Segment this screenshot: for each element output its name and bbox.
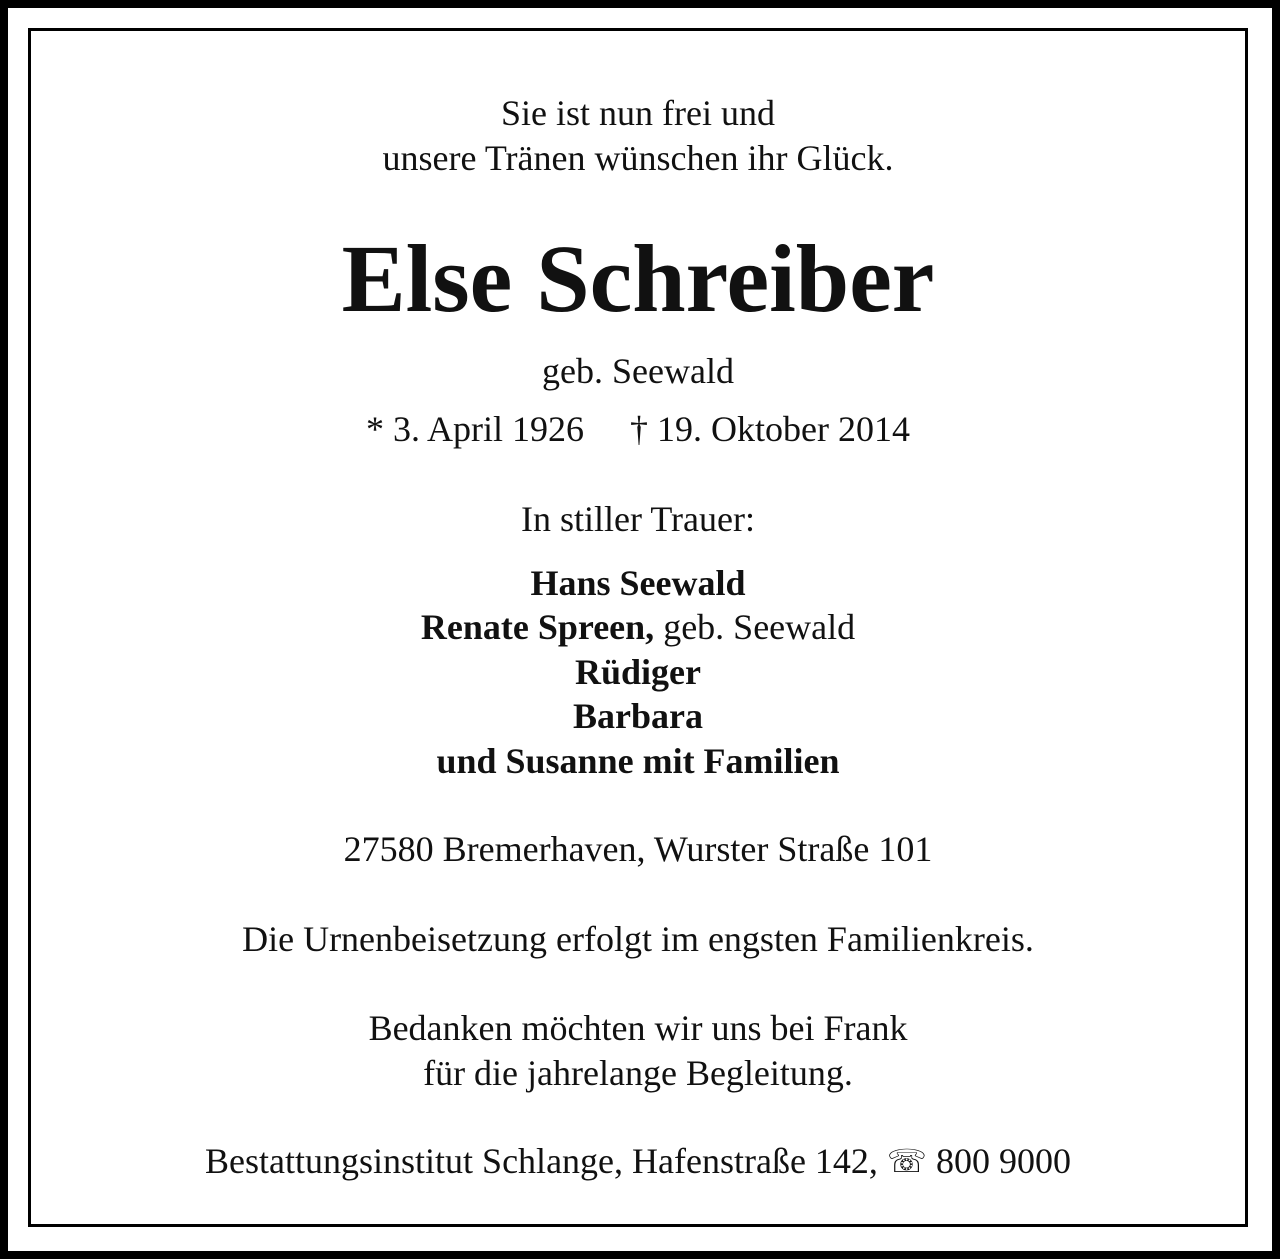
life-dates: [31, 411, 1245, 447]
funeral-home-phone: 800 9000: [935, 1141, 1071, 1181]
address: 27580 Bremerhaven, Wurster Straße 101: [343, 829, 933, 869]
funeral-home: [31, 1143, 1245, 1179]
death-date: † 19. Oktober 2014: [630, 409, 910, 449]
notice-outer-frame: [8, 8, 1272, 1251]
birth-date: * 3. April 1926: [366, 409, 585, 449]
mourners-heading: In stiller Trauer:: [521, 499, 755, 539]
burial-note: Die Urnenbeisetzung erfolgt im engsten Familienkreis.: [242, 919, 1034, 959]
deceased-name: Else Schreiber: [341, 225, 935, 332]
mourner-barbara: Barbara: [573, 696, 703, 736]
birth-name: geb. Seewald: [542, 351, 734, 391]
mourner-susanne: und Susanne mit Familien: [436, 741, 840, 781]
thanks-line-1: Bedanken möchten wir uns bei Frank: [368, 1008, 908, 1048]
funeral-home-text: Bestattungsinstitut Schlange, Hafenstraße 142,: [205, 1141, 878, 1181]
motto-line-1: Sie ist nun frei und: [501, 93, 775, 133]
mourner-renate: [31, 609, 1245, 645]
thanks-line-2: für die jahrelange Begleitung.: [423, 1053, 853, 1093]
motto-line-2: unsere Tränen wünschen ihr Glück.: [382, 138, 894, 178]
mourner-hans: Hans Seewald: [530, 563, 746, 603]
mourner-renate-name: Renate Spreen,: [420, 607, 655, 647]
notice-inner-frame: [28, 28, 1248, 1227]
mourner-ruediger: Rüdiger: [575, 652, 701, 692]
obituary-notice: [31, 31, 1245, 1224]
telephone-icon: ☏: [886, 1142, 927, 1180]
mourner-renate-birth-name: geb. Seewald: [654, 607, 856, 647]
